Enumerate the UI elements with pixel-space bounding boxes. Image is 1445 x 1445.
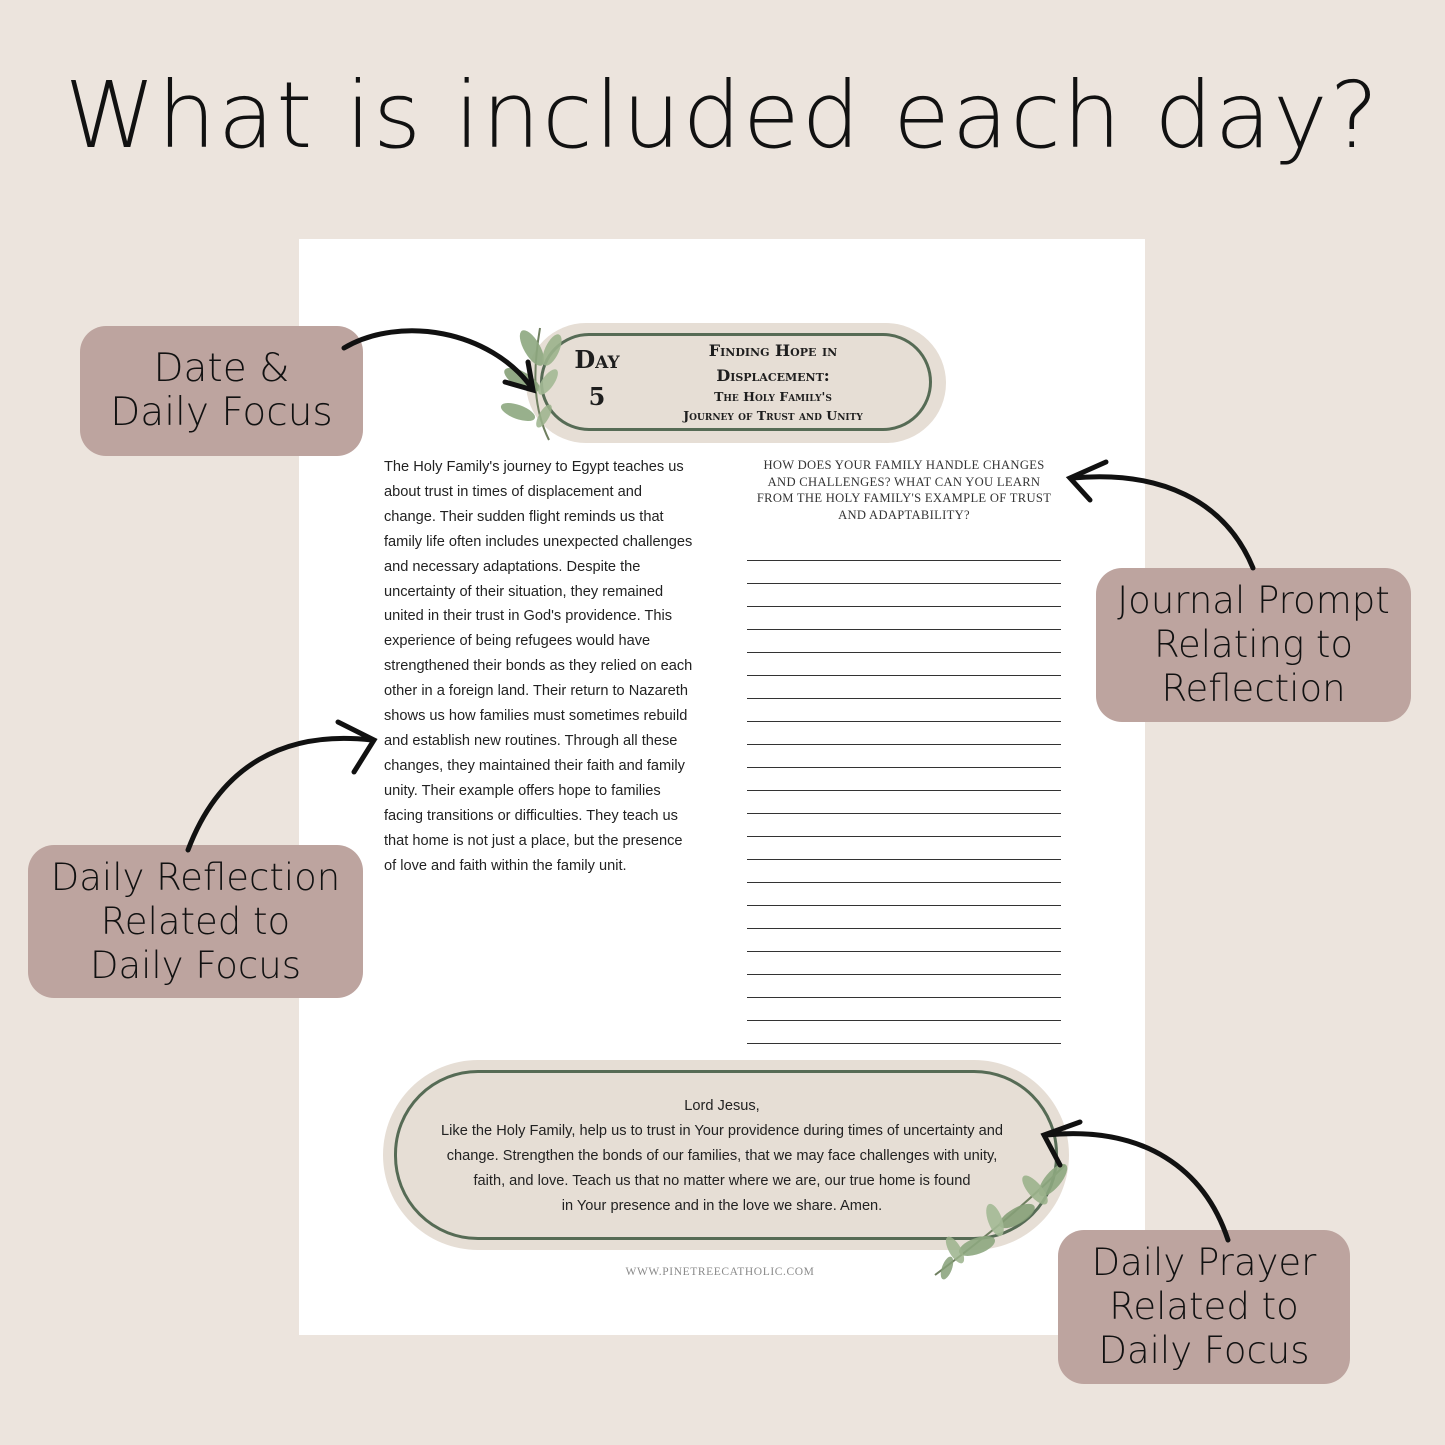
prompt-line: AND ADAPTABILITY? [838, 507, 970, 522]
reflection-line: changes, they maintained their faith and family [384, 757, 685, 774]
prayer-line: in Your presence and in the love we share. Amen. [561, 1198, 883, 1214]
reflection-line: facing transitions or difficulties. They teach us [384, 807, 678, 824]
reflection-line: unity. Their example offers hope to families [384, 782, 661, 799]
leaf-branch-icon-bottom [925, 1150, 1075, 1280]
reflection-line: and establish new routines. Through all these [384, 732, 678, 749]
reflection-line: that home is not just a place, but the presence [384, 832, 683, 849]
focus-title-line: Finding Hope in [708, 341, 838, 360]
callout-daily-prayer [1058, 1230, 1350, 1384]
prayer-line: Like the Holy Family, help us to trust in Your providence during times of uncertainty and [441, 1123, 1003, 1139]
focus-title-line: Displacement: [716, 366, 830, 385]
callout-line: Related to [1109, 1285, 1299, 1328]
prayer-opening: Lord Jesus, [684, 1098, 760, 1114]
reflection-line: uncertainty of their situation, they remained [384, 583, 664, 600]
prompt-line: FROM THE HOLY FAMILY'S EXAMPLE OF TRUST [756, 491, 1052, 506]
callout-daily-reflection [28, 845, 363, 998]
callout-line: Related to [100, 899, 291, 943]
reflection-line: family life often includes unexpected challenges [384, 533, 693, 550]
journal-writing-lines [747, 560, 1061, 1050]
daily-focus-title [648, 338, 898, 388]
callout-line: Date & [153, 346, 290, 391]
reflection-line: united in their trust in God's providence. This [384, 608, 673, 625]
callout-date-focus [80, 326, 363, 456]
reflection-line: strengthened their bonds as they relied on each [384, 658, 693, 675]
callout-line: Daily Focus [89, 943, 302, 987]
reflection-line: shows us how families must sometimes rebuild [384, 708, 688, 725]
website-url: WWW.PINETREECATHOLIC.COM [625, 1266, 815, 1278]
callout-line: Daily Focus [1098, 1329, 1310, 1372]
prompt-line: HOW DOES YOUR FAMILY HANDLE CHANGES [763, 458, 1045, 472]
reflection-line: experience of being refugees would have [384, 633, 651, 650]
day-number: 5 [588, 382, 606, 411]
leaf-branch-icon-top [494, 320, 574, 442]
prayer-line: faith, and love. Teach us that no matter where we are, our true home is found [473, 1173, 971, 1189]
focus-subtitle-line: The Holy Family's [714, 389, 832, 404]
headline: What is included each day? [64, 62, 1381, 169]
callout-line: Daily Prayer [1091, 1241, 1317, 1284]
reflection-line: other in a foreign land. Their return to Nazareth [384, 683, 688, 700]
reflection-line: and necessary adaptations. Despite the [384, 558, 641, 575]
focus-subtitle-line: Journey of Trust and Unity [683, 408, 863, 423]
journal-prompt [748, 457, 1060, 523]
reflection-line: about trust in times of displacement and [384, 483, 642, 500]
daily-focus-subtitle [648, 387, 898, 425]
day-label: Day [574, 345, 620, 374]
callout-line: Daily Reflection [50, 855, 341, 899]
prompt-line: AND CHALLENGES? WHAT CAN YOU LEARN [767, 474, 1041, 489]
callout-line: Reflection [1161, 667, 1346, 710]
reflection-line: The Holy Family's journey to Egypt teaches us [384, 459, 684, 475]
callout-line: Relating to [1153, 623, 1354, 666]
reflection-line: change. Their sudden flight reminds us that [384, 508, 664, 525]
callout-line: Journal Prompt [1117, 579, 1390, 622]
prayer-line: change. Strengthen the bonds of our families, that we may face challenges with unity, [446, 1148, 998, 1164]
daily-reflection-text [384, 455, 724, 878]
callout-journal-prompt [1096, 568, 1411, 722]
callout-line: Daily Focus [110, 390, 333, 435]
reflection-line: of love and faith within the family unit. [384, 857, 627, 874]
